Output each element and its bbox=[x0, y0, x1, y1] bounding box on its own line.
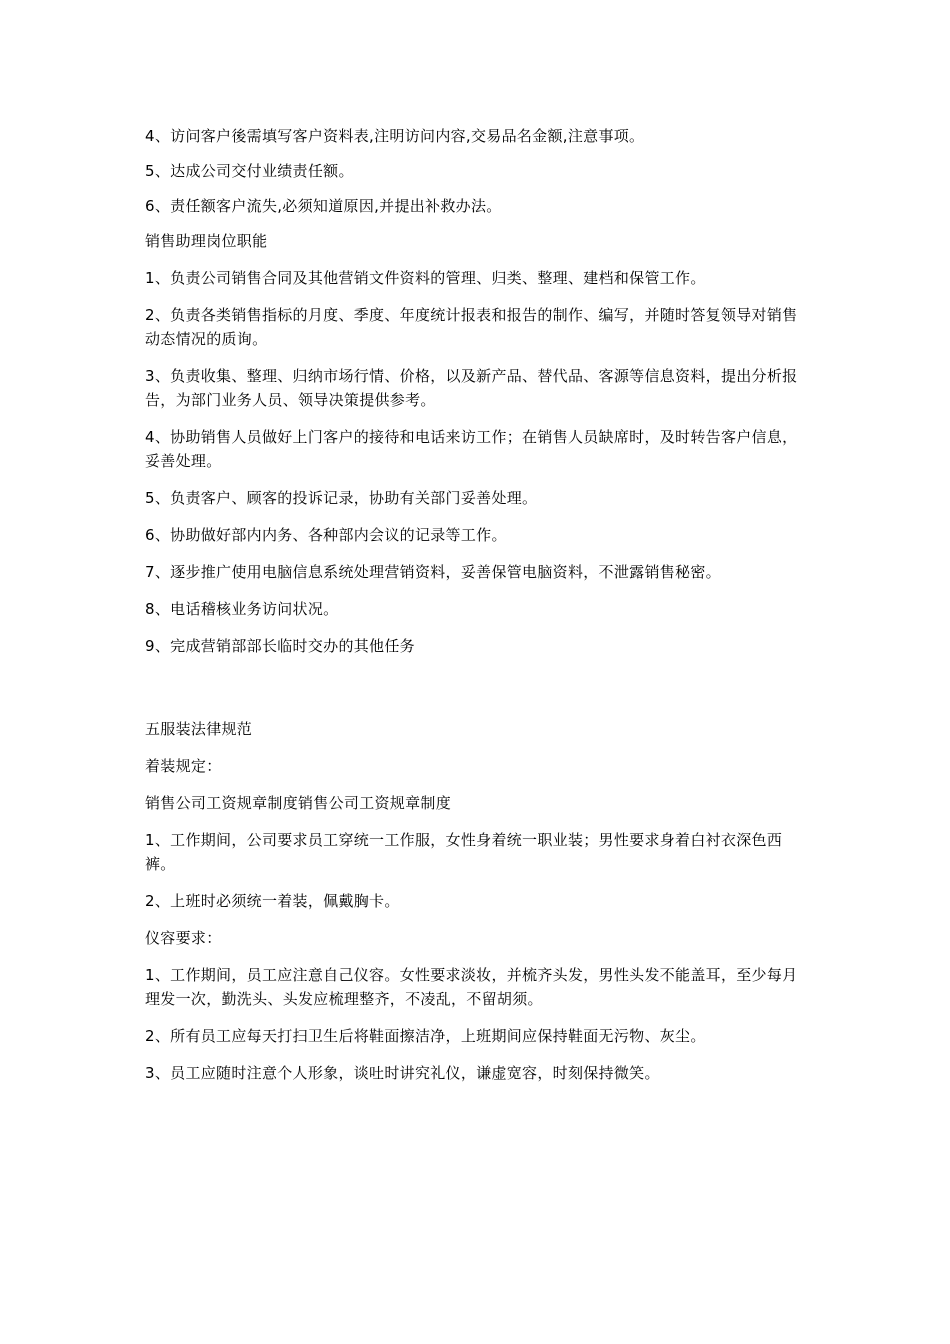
section-heading-dress-code: 五服装法律规范 bbox=[145, 720, 253, 738]
appearance-item-1: 1、工作期间，员工应注意自己仪容。女性要求淡妆，并梳齐头发，男性头发不能盖耳，至少每月理发一次，勤洗头、头发应梳理整齐，不凌乱，不留胡须。 bbox=[145, 966, 798, 1008]
assistant-item-9: 9、完成营销部部长临时交办的其他任务 bbox=[145, 637, 415, 655]
assistant-item-8: 8、电话稽核业务访问状况。 bbox=[145, 600, 339, 618]
paragraph-visit-record: 4、访问客户後需填写客户资料表,注明访问内容,交易品名金额,注意事项。 bbox=[145, 127, 645, 145]
appearance-item-3: 3、员工应随时注意个人形象，谈吐时讲究礼仪，谦虚宽容，时刻保持微笑。 bbox=[145, 1064, 660, 1082]
subheading-appearance: 仪容要求： bbox=[145, 929, 222, 947]
assistant-item-4: 4、协助销售人员做好上门客户的接待和电话来访工作；在销售人员缺席时，及时转告客户信息，妥善处理。 bbox=[145, 428, 798, 470]
paragraph-quota: 5、达成公司交付业绩责任额。 bbox=[145, 162, 354, 180]
wage-rules-line: 销售公司工资规章制度销售公司工资规章制度 bbox=[145, 794, 452, 812]
assistant-item-6: 6、协助做好部内内务、各种部内会议的记录等工作。 bbox=[145, 526, 507, 544]
document-page bbox=[145, 124, 810, 1098]
assistant-item-2: 2、负责各类销售指标的月度、季度、年度统计报表和报告的制作、编写，并随时答复领导对销售动态情况的质询。 bbox=[145, 306, 798, 348]
paragraph-customer-loss: 6、责任额客户流失,必须知道原因,并提出补救办法。 bbox=[145, 197, 502, 215]
section-heading-assistant: 销售助理岗位职能 bbox=[145, 232, 268, 250]
assistant-item-5: 5、负责客户、顾客的投诉记录，协助有关部门妥善处理。 bbox=[145, 489, 538, 507]
dress-item-1: 1、工作期间，公司要求员工穿统一工作服，女性身着统一职业装；男性要求身着白衬衣深色西裤。 bbox=[145, 831, 783, 873]
dress-item-2: 2、上班时必须统一着装，佩戴胸卡。 bbox=[145, 892, 400, 910]
subheading-dress: 着装规定： bbox=[145, 757, 222, 775]
section-spacer bbox=[145, 671, 810, 717]
assistant-item-3: 3、负责收集、整理、归纳市场行情、价格，以及新产品、替代品、客源等信息资料，提出分析报告，为部门业务人员、领导决策提供参考。 bbox=[145, 367, 798, 409]
assistant-item-1: 1、负责公司销售合同及其他营销文件资料的管理、归类、整理、建档和保管工作。 bbox=[145, 269, 706, 287]
appearance-item-2: 2、所有员工应每天打扫卫生后将鞋面擦洁净，上班期间应保持鞋面无污物、灰尘。 bbox=[145, 1027, 706, 1045]
assistant-item-7: 7、逐步推广使用电脑信息系统处理营销资料，妥善保管电脑资料，不泄露销售秘密。 bbox=[145, 563, 721, 581]
